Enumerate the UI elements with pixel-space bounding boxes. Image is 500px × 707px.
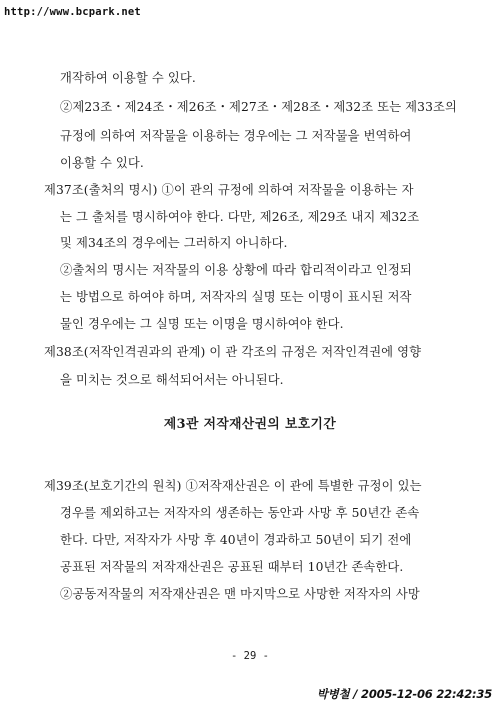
text-line: ②제23조・제24조・제26조・제27조・제28조・제32조 또는 제33조의 bbox=[60, 100, 457, 114]
text-line: 규정에 의하여 저작물을 이용하는 경우에는 그 저작물을 번역하여 bbox=[60, 129, 412, 143]
section-heading: 제3관 저작재산권의 보호기간 bbox=[163, 417, 337, 432]
article-39-line: 제39조(보호기간의 원칙) ①저작재산권은 이 관에 특별한 규정이 있는 bbox=[44, 479, 422, 493]
text-line: 공표된 저작물의 저작재산권은 공표된 때부터 10년간 존속한다. bbox=[60, 560, 404, 574]
text-line: 물인 경우에는 그 실명 또는 이명을 명시하여야 한다. bbox=[60, 317, 344, 331]
text-line: 이용할 수 있다. bbox=[60, 156, 144, 170]
text-line: 는 그 출처를 명시하여야 한다. 다만, 제26조, 제29조 내지 제32조 bbox=[60, 210, 420, 224]
text-line: 한다. 다만, 저작자가 사망 후 40년이 경과하고 50년이 되기 전에 bbox=[60, 533, 412, 547]
text-line: ②출처의 명시는 저작물의 이용 상황에 따라 합리적이라고 인정되 bbox=[60, 263, 412, 277]
article-38-line: 제38조(저작인격권과의 관계) 이 관 각조의 규정은 저작인격권에 영향 bbox=[44, 345, 422, 359]
text-line: 경우를 제외하고는 저작자의 생존하는 동안과 사망 후 50년간 존속 bbox=[60, 506, 420, 520]
text-line: ②공동저작물의 저작재산권은 맨 마지막으로 사망한 저작자의 사망 bbox=[60, 587, 420, 601]
footer-stamp: 박병철 / 2005-12-06 22:42:35 bbox=[316, 687, 492, 701]
page-number: - 29 - bbox=[231, 650, 269, 662]
header-url: http://www.bcpark.net bbox=[4, 6, 141, 18]
text-line: 을 미치는 것으로 해석되어서는 아니된다. bbox=[60, 373, 284, 387]
article-37-line: 제37조(출처의 명시) ①이 관의 규정에 의하여 저작물을 이용하는 자 bbox=[44, 183, 414, 197]
text-line: 개작하여 이용할 수 있다. bbox=[60, 71, 196, 85]
text-line: 는 방법으로 하여야 하며, 저작자의 실명 또는 이명이 표시된 저작 bbox=[60, 290, 412, 304]
text-line: 및 제34조의 경우에는 그러하지 아니하다. bbox=[60, 236, 288, 250]
